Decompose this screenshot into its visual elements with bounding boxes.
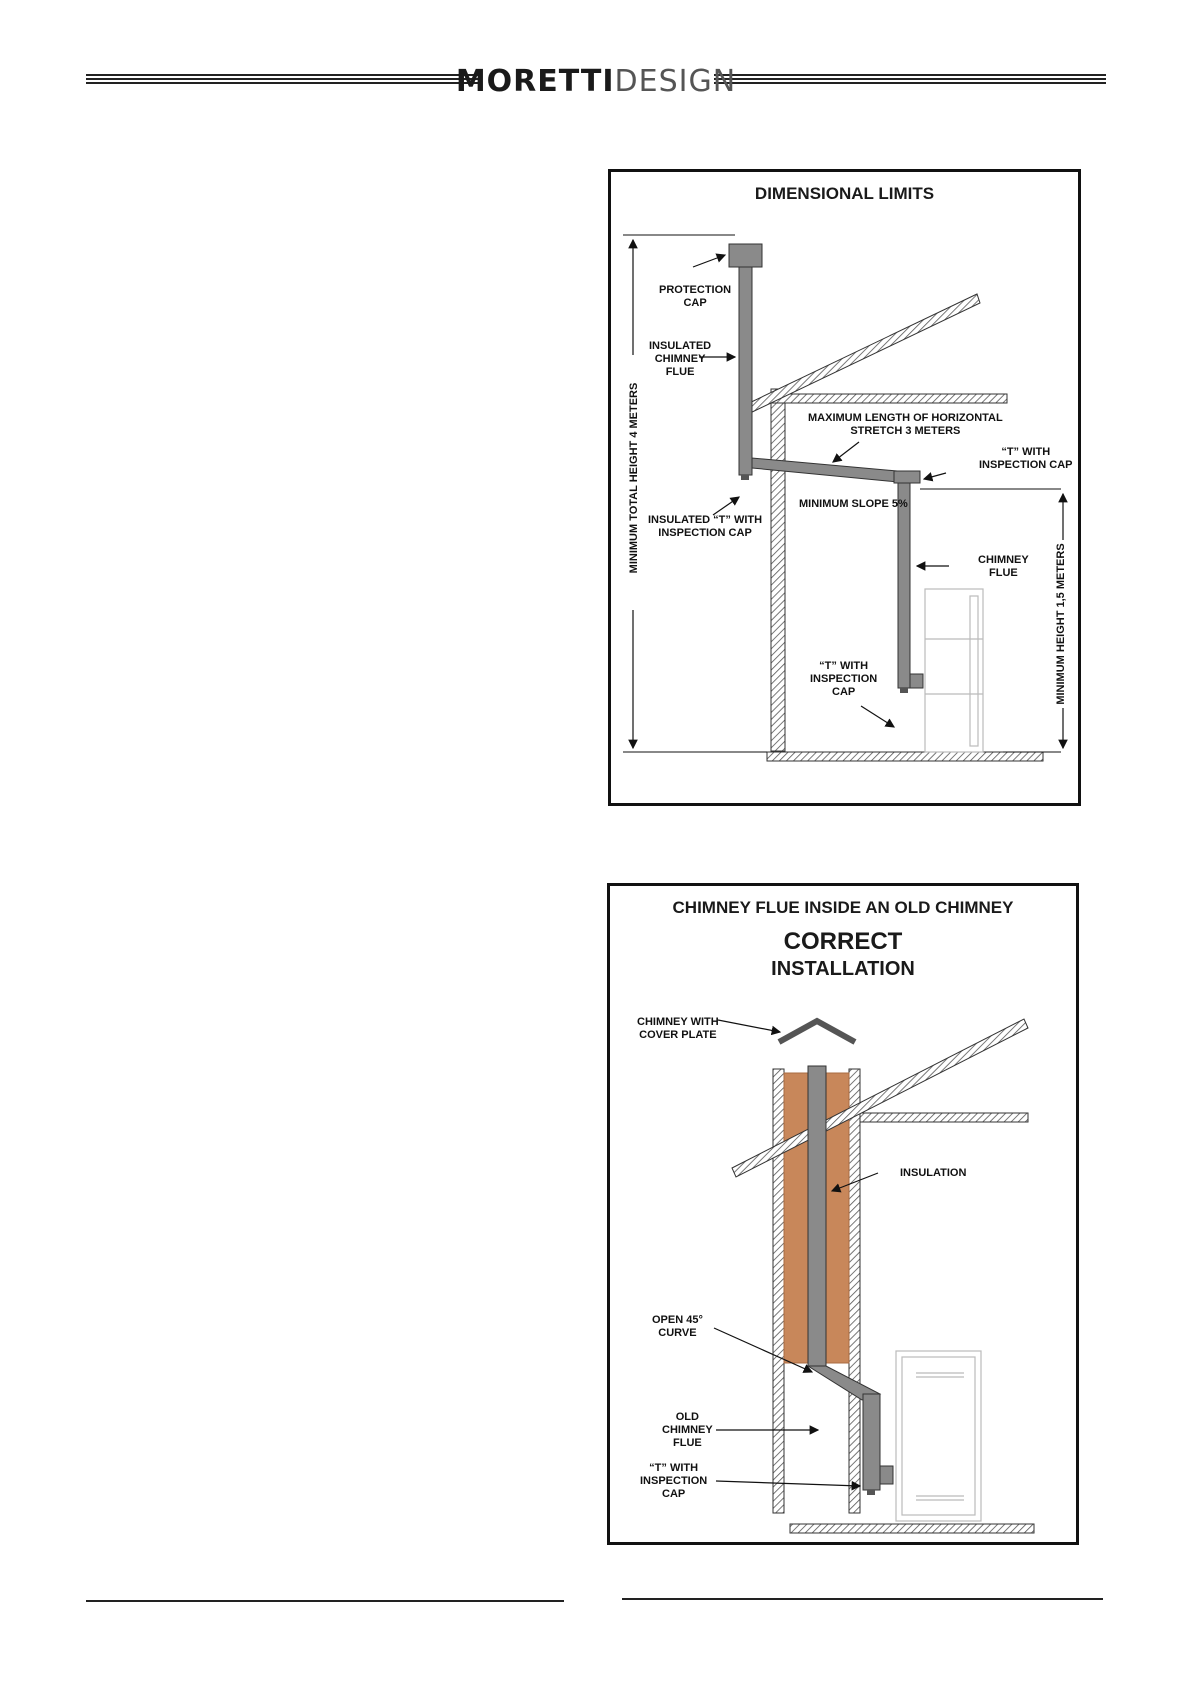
dimensional-limits-diagram [611, 172, 1078, 803]
ceiling [860, 1113, 1028, 1122]
label-t-inspection-top [979, 446, 1073, 472]
label-line: FLUE [665, 366, 695, 378]
figure-title: DIMENSIONAL LIMITS [754, 184, 935, 203]
ceiling [771, 394, 1007, 403]
footer-rule-left [86, 1600, 564, 1602]
label-line: CHIMNEY [662, 1424, 713, 1436]
label-t-inspection [640, 1462, 707, 1501]
label-line: CAP [683, 297, 707, 309]
label-line: “T” WITH [819, 660, 869, 672]
label-line: INSULATED “T” WITH [648, 514, 763, 526]
label-line: CURVE [658, 1327, 697, 1339]
figure-subtitle-big: CORRECT [783, 928, 903, 955]
label-min-slope: MINIMUM SLOPE 5% [799, 498, 908, 510]
label-insulated-t [648, 514, 762, 540]
inner-flue [808, 1066, 826, 1366]
label-line: FLUE [673, 1437, 702, 1449]
label-line: OPEN 45° [652, 1314, 703, 1326]
insulated-flue-pipe [739, 262, 752, 475]
brand-logo-bold: MORETTI [455, 64, 615, 99]
figure-subtitle: INSTALLATION [771, 958, 915, 980]
flue-lower [863, 1394, 880, 1490]
label-line: INSPECTION CAP [658, 527, 752, 539]
stove-outline [925, 589, 983, 752]
wall [771, 389, 785, 751]
label-line: CAP [832, 686, 856, 698]
label-min-height: MINIMUM HEIGHT 1,5 METERS [1055, 543, 1067, 705]
figure-title: CHIMNEY FLUE INSIDE AN OLD CHIMNEY [672, 898, 1014, 917]
label-line: OLD [675, 1411, 699, 1423]
label-line: CHIMNEY WITH [637, 1016, 719, 1028]
page-header [86, 62, 1106, 102]
label-open-curve [652, 1314, 703, 1340]
cover-plate [779, 1021, 855, 1042]
chimney-wall-left [773, 1069, 784, 1513]
label-insulation: INSULATION [900, 1167, 967, 1179]
chimney-flue-pipe [898, 483, 910, 688]
t-connector-top [894, 471, 920, 483]
label-max-horizontal [808, 412, 1003, 438]
label-line: CAP [662, 1488, 686, 1500]
label-line: INSPECTION [640, 1475, 708, 1487]
label-protection-cap [659, 284, 731, 310]
footer-rule-right [622, 1598, 1103, 1600]
label-line: INSPECTION [810, 673, 878, 685]
label-line: STRETCH 3 METERS [850, 425, 961, 437]
label-line: INSPECTION CAP [979, 459, 1073, 471]
label-line: “T” WITH [1001, 446, 1051, 458]
label-line: CHIMNEY [654, 353, 706, 365]
label-line: INSULATED [649, 340, 712, 352]
label-line: PROTECTION [659, 284, 732, 296]
label-chimney-cover [637, 1016, 719, 1042]
label-line: FLUE [989, 567, 1018, 579]
label-line: COVER PLATE [639, 1029, 717, 1041]
figure-dimensional-limits [608, 169, 1081, 806]
floor [767, 752, 1043, 761]
label-min-total-height: MINIMUM TOTAL HEIGHT 4 METERS [628, 382, 640, 574]
brand-logo-light: DESIGN [614, 64, 737, 99]
label-line: CHIMNEY [978, 554, 1029, 566]
protection-cap-shape [729, 244, 762, 267]
chimney-wall-right [849, 1069, 860, 1513]
stove-outline [896, 1351, 981, 1521]
label-insulated-chimney-flue [649, 340, 711, 379]
brand-logo [86, 64, 1106, 100]
figure-old-chimney [607, 883, 1079, 1545]
label-chimney-flue [978, 554, 1029, 580]
label-line: MAXIMUM LENGTH OF HORIZONTAL [808, 412, 1003, 424]
floor [790, 1524, 1034, 1533]
label-t-inspection-bottom [810, 660, 877, 699]
label-old-flue [662, 1411, 713, 1450]
label-line: “T” WITH [649, 1462, 699, 1474]
